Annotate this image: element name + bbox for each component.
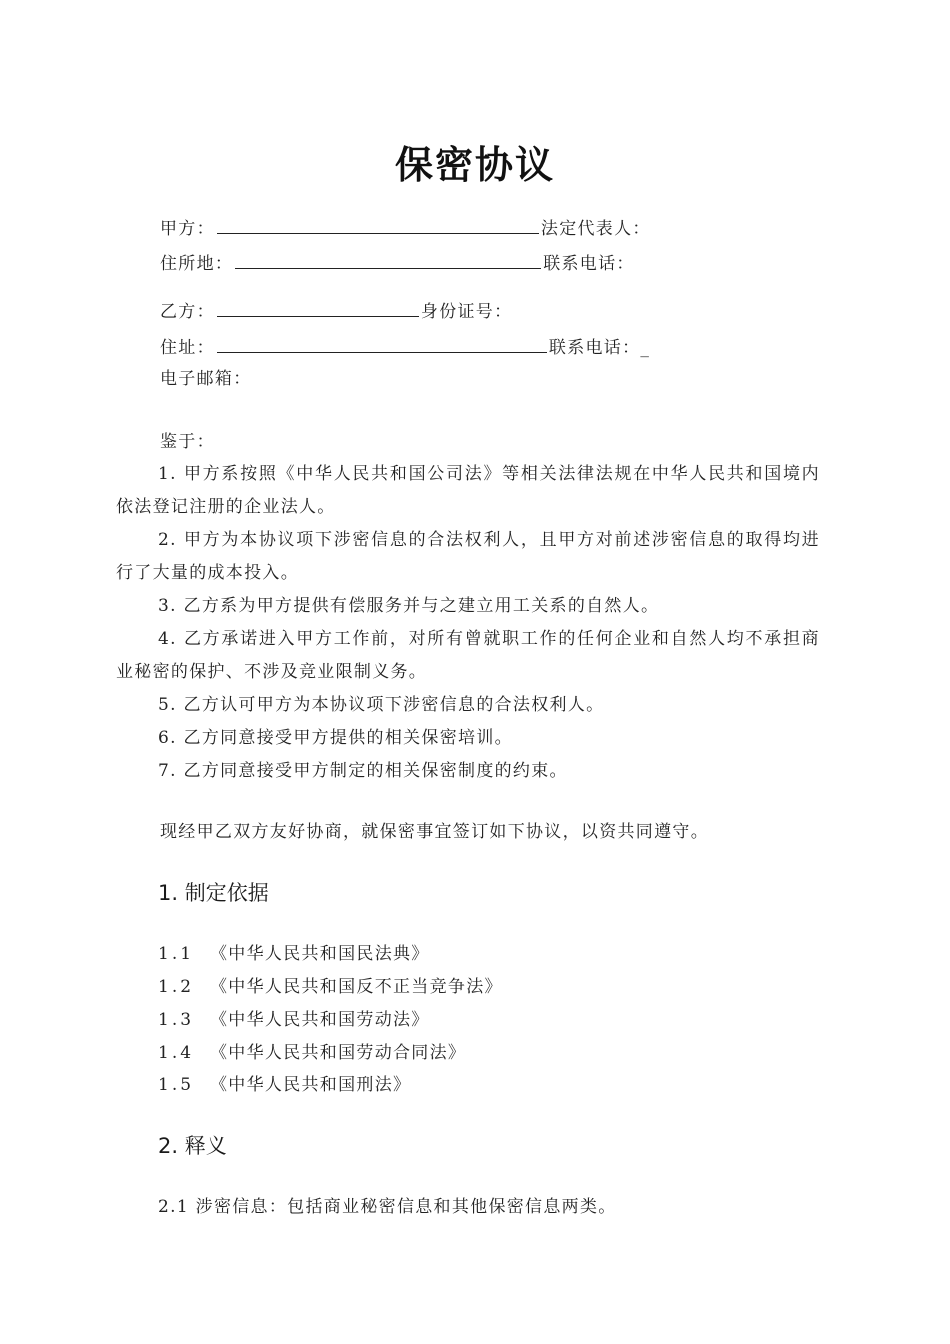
law-item-text: 《中华人民共和国劳动法》 [210, 1010, 430, 1030]
law-item-number: 1.3 [158, 1010, 195, 1030]
law-item [158, 1008, 430, 1032]
section-2-heading: 2. 释义 [158, 1134, 227, 1158]
party-b-email-label: 电子邮箱： [160, 369, 252, 389]
whereas-label: 鉴于： [160, 432, 215, 452]
whereas-item-5: 5. 乙方认可甲方为本协议项下涉密信息的合法权利人。 [158, 695, 605, 715]
law-item-number: 1.4 [158, 1043, 195, 1063]
whereas-item-7: 7. 乙方同意接受甲方制定的相关保密制度的约束。 [158, 761, 568, 781]
party-b-phone-label: 联系电话：_ [548, 338, 651, 358]
section-2-item-2-1: 2.1 涉密信息：包括商业秘密信息和其他保密信息两类。 [158, 1197, 617, 1217]
party-a-name-blank [217, 215, 539, 234]
party-a-address-line [160, 250, 635, 276]
law-item-text: 《中华人民共和国劳动合同法》 [210, 1043, 467, 1063]
party-b-address-blank [217, 334, 547, 353]
party-a-address-label: 住所地： [160, 254, 234, 274]
law-item-number: 1.1 [158, 944, 195, 964]
document-title: 保密协议 [394, 143, 555, 187]
whereas-item-4: 4. 乙方承诺进入甲方工作前，对所有曾就职工作的任何企业和自然人均不承担商业秘密的保护、不涉及竞业限制义务。 [116, 629, 820, 682]
law-item [158, 975, 503, 999]
law-item-text: 《中华人民共和国民法典》 [210, 944, 430, 964]
party-b-label: 乙方： [160, 302, 215, 322]
party-a-address-blank [235, 250, 541, 269]
section-1-heading: 1. 制定依据 [158, 881, 269, 905]
party-b-name-blank [217, 298, 419, 317]
whereas-item-2: 2. 甲方为本协议项下涉密信息的合法权利人，且甲方对前述涉密信息的取得均进行了大量的成本投入。 [116, 530, 820, 583]
party-a-line [160, 215, 651, 241]
whereas-item-3: 3. 乙方系为甲方提供有偿服务并与之建立用工关系的自然人。 [158, 596, 660, 616]
party-a-label: 甲方： [160, 219, 215, 239]
whereas-item-6: 6. 乙方同意接受甲方提供的相关保密培训。 [158, 728, 513, 748]
law-item-number: 1.5 [158, 1075, 195, 1095]
agreement-statement: 现经甲乙双方友好协商，就保密事宜签订如下协议，以资共同遵守。 [160, 822, 709, 842]
party-b-address-line [160, 334, 650, 360]
party-b-address-label: 住址： [160, 338, 215, 358]
law-item [158, 1041, 466, 1065]
party-b-id-label: 身份证号： [420, 302, 513, 322]
law-item-text: 《中华人民共和国反不正当竞争法》 [210, 977, 503, 997]
law-item [158, 1073, 411, 1097]
law-item-text: 《中华人民共和国刑法》 [210, 1075, 412, 1095]
law-item-number: 1.2 [158, 977, 195, 997]
whereas-item-1: 1. 甲方系按照《中华人民共和国公司法》等相关法律法规在中华人民共和国境内依法登记注册的企业法人。 [116, 464, 820, 517]
law-item [158, 942, 430, 966]
party-b-line [160, 298, 512, 324]
party-a-rep-label: 法定代表人： [540, 219, 651, 239]
party-a-phone-label: 联系电话： [543, 254, 635, 274]
party-b-email-line [160, 367, 252, 391]
